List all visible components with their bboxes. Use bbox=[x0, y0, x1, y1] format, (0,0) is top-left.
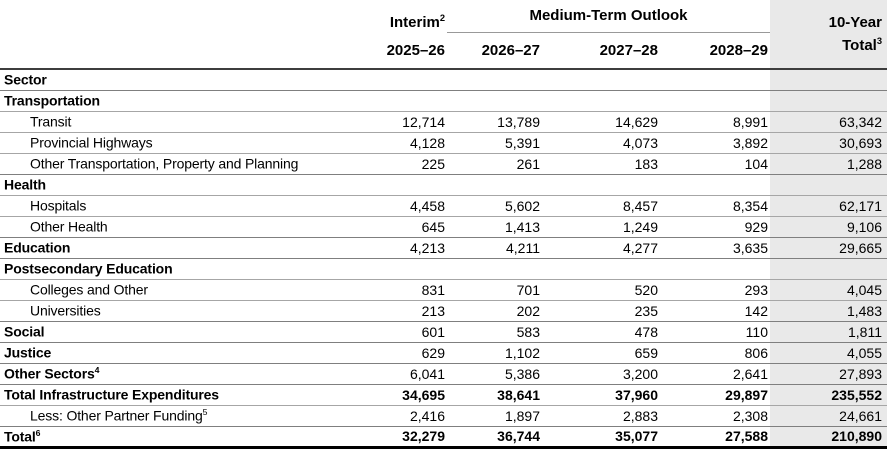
value-cell-2026-27: 1,413 bbox=[447, 216, 542, 237]
value-cell-2026-27: 5,602 bbox=[447, 195, 542, 216]
value-cell-2025-26: 12,714 bbox=[373, 111, 447, 132]
value-cell-2026-27: 13,789 bbox=[447, 111, 542, 132]
table-row bbox=[0, 69, 887, 90]
value-cell-2026-27: 38,641 bbox=[447, 384, 542, 405]
value-cell-2027-28: 4,277 bbox=[542, 237, 660, 258]
value-cell-ten-year-total: 210,890 bbox=[770, 426, 887, 447]
value-cell-ten-year-total: 29,665 bbox=[770, 237, 887, 258]
table-row bbox=[0, 90, 887, 111]
col-header-2025-26: 2025–26 bbox=[373, 32, 447, 69]
col-group-medium-term-outlook: Medium-Term Outlook bbox=[447, 0, 770, 32]
value-cell-2027-28 bbox=[542, 69, 660, 90]
value-cell-2027-28: 14,629 bbox=[542, 111, 660, 132]
col-header-2028-29: 2028–29 bbox=[660, 32, 770, 69]
row-label: Other Transportation, Property and Planning bbox=[0, 153, 373, 174]
value-cell-ten-year-total: 63,342 bbox=[770, 111, 887, 132]
header-spacer bbox=[0, 32, 373, 69]
ten-year-line1: 10-Year bbox=[828, 14, 882, 31]
value-cell-2028-29: 806 bbox=[660, 342, 770, 363]
value-cell-2025-26: 831 bbox=[373, 279, 447, 300]
value-cell-2028-29: 2,641 bbox=[660, 363, 770, 384]
value-cell-2025-26: 4,128 bbox=[373, 132, 447, 153]
value-cell-2027-28: 659 bbox=[542, 342, 660, 363]
value-cell-2026-27: 1,102 bbox=[447, 342, 542, 363]
footnote-marker: 3 bbox=[876, 36, 882, 46]
value-cell-2026-27: 261 bbox=[447, 153, 542, 174]
value-cell-2025-26: 2,416 bbox=[373, 405, 447, 426]
value-cell-2028-29: 8,991 bbox=[660, 111, 770, 132]
value-cell-2028-29: 27,588 bbox=[660, 426, 770, 447]
table-row bbox=[0, 363, 887, 384]
row-label: Universities bbox=[0, 300, 373, 321]
table-row bbox=[0, 321, 887, 342]
value-cell-2028-29: 293 bbox=[660, 279, 770, 300]
col-header-interim: Interim$^2$ bbox=[389, 13, 445, 31]
table-row bbox=[0, 426, 887, 447]
table-row bbox=[0, 258, 887, 279]
footnote-marker: 2 bbox=[439, 13, 445, 23]
value-cell-2028-29: 2,308 bbox=[660, 405, 770, 426]
value-cell-2026-27 bbox=[447, 90, 542, 111]
value-cell-2027-28: 183 bbox=[542, 153, 660, 174]
table-row bbox=[0, 216, 887, 237]
table-row bbox=[0, 300, 887, 321]
table-row bbox=[0, 405, 887, 426]
table-row bbox=[0, 384, 887, 405]
value-cell-2026-27: 5,386 bbox=[447, 363, 542, 384]
value-cell-2025-26: 213 bbox=[373, 300, 447, 321]
value-cell-2028-29: 29,897 bbox=[660, 384, 770, 405]
row-label: Postsecondary Education bbox=[0, 258, 373, 279]
row-label: Transportation bbox=[0, 90, 373, 111]
value-cell-2025-26: 629 bbox=[373, 342, 447, 363]
value-cell-ten-year-total: 1,811 bbox=[770, 321, 887, 342]
table-row bbox=[0, 279, 887, 300]
row-label: Sector bbox=[0, 69, 373, 90]
footnote-marker: 6 bbox=[35, 427, 41, 438]
row-label: Less: Other Partner Funding$^5$ bbox=[0, 405, 373, 426]
value-cell-ten-year-total bbox=[770, 90, 887, 111]
value-cell-2026-27 bbox=[447, 69, 542, 90]
value-cell-2027-28: 2,883 bbox=[542, 405, 660, 426]
value-cell-2027-28 bbox=[542, 174, 660, 195]
value-cell-2026-27 bbox=[447, 258, 542, 279]
value-cell-2028-29: 104 bbox=[660, 153, 770, 174]
table-row bbox=[0, 132, 887, 153]
value-cell-2027-28 bbox=[542, 90, 660, 111]
value-cell-2028-29 bbox=[660, 174, 770, 195]
row-label: Total$^6$ bbox=[0, 426, 373, 447]
value-cell-2028-29: 929 bbox=[660, 216, 770, 237]
value-cell-2026-27: 202 bbox=[447, 300, 542, 321]
value-cell-ten-year-total bbox=[770, 69, 887, 90]
value-cell-2025-26: 645 bbox=[373, 216, 447, 237]
value-cell-2025-26 bbox=[373, 174, 447, 195]
row-label: Transit bbox=[0, 111, 373, 132]
value-cell-2025-26: 601 bbox=[373, 321, 447, 342]
value-cell-ten-year-total: 24,661 bbox=[770, 405, 887, 426]
table-row bbox=[0, 195, 887, 216]
value-cell-2026-27 bbox=[447, 174, 542, 195]
value-cell-2025-26: 4,458 bbox=[373, 195, 447, 216]
value-cell-2027-28: 520 bbox=[542, 279, 660, 300]
value-cell-2025-26: 4,213 bbox=[373, 237, 447, 258]
row-label: Hospitals bbox=[0, 195, 373, 216]
value-cell-2025-26 bbox=[373, 258, 447, 279]
value-cell-2027-28: 3,200 bbox=[542, 363, 660, 384]
row-label: Education bbox=[0, 237, 373, 258]
value-cell-2028-29: 142 bbox=[660, 300, 770, 321]
value-cell-ten-year-total: 4,055 bbox=[770, 342, 887, 363]
value-cell-ten-year-total: 235,552 bbox=[770, 384, 887, 405]
row-label: Other Sectors$^4$ bbox=[0, 363, 373, 384]
row-label: Health bbox=[0, 174, 373, 195]
value-cell-ten-year-total: 62,171 bbox=[770, 195, 887, 216]
value-cell-2027-28: 1,249 bbox=[542, 216, 660, 237]
row-label: Colleges and Other bbox=[0, 279, 373, 300]
value-cell-2028-29: 3,892 bbox=[660, 132, 770, 153]
table-row bbox=[0, 342, 887, 363]
value-cell-2028-29 bbox=[660, 258, 770, 279]
value-cell-2027-28: 8,457 bbox=[542, 195, 660, 216]
table-row bbox=[0, 174, 887, 195]
value-cell-ten-year-total: 4,045 bbox=[770, 279, 887, 300]
header-spacer bbox=[0, 0, 373, 32]
table-row bbox=[0, 111, 887, 132]
value-cell-2027-28: 35,077 bbox=[542, 426, 660, 447]
value-cell-2027-28: 37,960 bbox=[542, 384, 660, 405]
ten-year-line2: Total$^3$ bbox=[842, 36, 882, 54]
value-cell-2026-27: 1,897 bbox=[447, 405, 542, 426]
col-header-2027-28: 2027–28 bbox=[542, 32, 660, 69]
value-cell-2025-26: 34,695 bbox=[373, 384, 447, 405]
table-row bbox=[0, 153, 887, 174]
row-label: Other Health bbox=[0, 216, 373, 237]
value-cell-2028-29: 110 bbox=[660, 321, 770, 342]
value-cell-ten-year-total: 1,483 bbox=[770, 300, 887, 321]
value-cell-2026-27: 4,211 bbox=[447, 237, 542, 258]
value-cell-2025-26: 32,279 bbox=[373, 426, 447, 447]
table-row bbox=[0, 237, 887, 258]
value-cell-2026-27: 701 bbox=[447, 279, 542, 300]
value-cell-ten-year-total: 1,288 bbox=[770, 153, 887, 174]
value-cell-2027-28: 235 bbox=[542, 300, 660, 321]
value-cell-2025-26 bbox=[373, 69, 447, 90]
value-cell-2028-29: 3,635 bbox=[660, 237, 770, 258]
header-row-years bbox=[0, 32, 887, 69]
value-cell-2027-28 bbox=[542, 258, 660, 279]
value-cell-2025-26: 225 bbox=[373, 153, 447, 174]
footnote-marker: 4 bbox=[94, 365, 100, 376]
value-cell-2026-27: 583 bbox=[447, 321, 542, 342]
value-cell-2028-29 bbox=[660, 69, 770, 90]
value-cell-ten-year-total: 27,893 bbox=[770, 363, 887, 384]
value-cell-2026-27: 5,391 bbox=[447, 132, 542, 153]
value-cell-2028-29: 8,354 bbox=[660, 195, 770, 216]
value-cell-2026-27: 36,744 bbox=[447, 426, 542, 447]
col-header-ten-year-total bbox=[770, 0, 887, 69]
value-cell-2027-28: 4,073 bbox=[542, 132, 660, 153]
header-row-group bbox=[0, 0, 887, 32]
footnote-marker: 5 bbox=[202, 407, 208, 418]
value-cell-2025-26: 6,041 bbox=[373, 363, 447, 384]
value-cell-ten-year-total bbox=[770, 258, 887, 279]
value-cell-2027-28: 478 bbox=[542, 321, 660, 342]
row-label: Provincial Highways bbox=[0, 132, 373, 153]
row-label: Total Infrastructure Expenditures bbox=[0, 384, 373, 405]
value-cell-ten-year-total: 9,106 bbox=[770, 216, 887, 237]
row-label: Justice bbox=[0, 342, 373, 363]
value-cell-ten-year-total bbox=[770, 174, 887, 195]
value-cell-2028-29 bbox=[660, 90, 770, 111]
col-header-2026-27: 2026–27 bbox=[447, 32, 542, 69]
value-cell-2025-26 bbox=[373, 90, 447, 111]
row-label: Social bbox=[0, 321, 373, 342]
value-cell-ten-year-total: 30,693 bbox=[770, 132, 887, 153]
